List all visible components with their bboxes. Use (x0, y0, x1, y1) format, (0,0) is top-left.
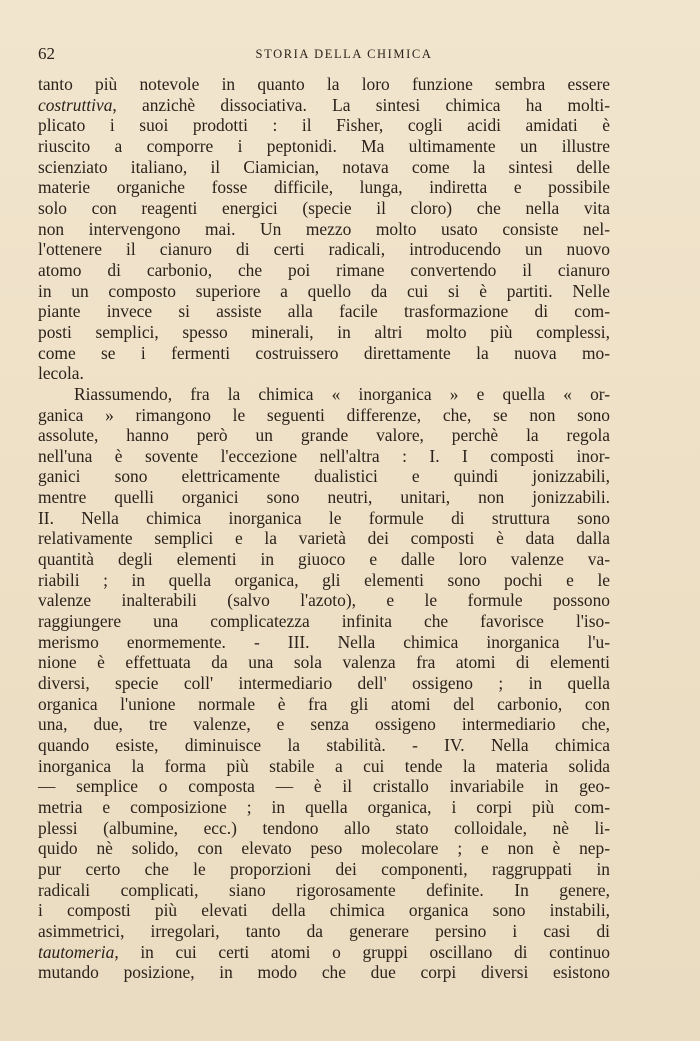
text-line: in un composto superiore a quello da cui si è partiti. Nelle (38, 280, 610, 301)
text-line: nione è effettuata da una sola valenza fra atomi di elementi (38, 652, 610, 673)
text-line: radicali complicati, siano rigorosamente definite. In genere, (38, 879, 610, 900)
text-line: scienziato italiano, il Ciamician, notava come la sintesi delle (38, 156, 610, 177)
text-line: mentre quelli organici sono neutri, unitari, non jonizzabili. (38, 487, 610, 508)
text-line (38, 95, 610, 116)
text-line: metria e composizione ; in quella organica, i corpi più com- (38, 796, 610, 817)
text-line: piante invece si assiste alla facile trasformazione di com- (38, 301, 610, 322)
text-line: plicato i suoi prodotti : il Fisher, cogli acidi amidati è (38, 115, 610, 136)
text-line: solo con reagenti energici (specie il cloro) che nella vita (38, 197, 610, 218)
text-line (38, 942, 610, 963)
text-line: l'ottenere il cianuro di certi radicali, introducendo un nuovo (38, 239, 610, 260)
text-line: quando esiste, diminuisce la stabilità. - IV. Nella chimica (38, 735, 610, 755)
running-title: STORIA DELLA CHIMICA (255, 47, 433, 61)
text-line: inorganica la forma più stabile a cui tende la materia solida (38, 755, 610, 776)
text-line: mutando posizione, in modo che due corpi diversi esistono (38, 962, 610, 983)
text-line: valenze inalterabili (salvo l'azoto), e le formule possono (38, 590, 610, 611)
italic-term: costruttiva (38, 94, 113, 115)
text-line: quido nè solido, con elevato peso molecolare ; e non è nep- (38, 838, 610, 859)
text-line: assolute, hanno però un grande valore, perchè la regola (38, 425, 610, 446)
text-line: nell'una è sovente l'eccezione nell'altra : I. I composti inor- (38, 445, 610, 466)
text-line: materie organiche fosse difficile, lunga, indiretta e possibile (38, 177, 610, 198)
text-line: posti semplici, spesso minerali, in altri molto più complessi, (38, 321, 610, 342)
text-line: i composti più elevati della chimica organica sono instabili, (38, 900, 610, 921)
text-line: ganici sono elettricamente dualistici e quindi jonizzabili, (38, 466, 610, 487)
text-line: atomo di carbonio, che poi rimane convertendo il cianuro (38, 259, 610, 280)
text-line: organica l'unione normale è fra gli atomi del carbonio, con (38, 693, 610, 714)
text-line: diversi, specie coll' intermediario dell' ossigeno ; in quella (38, 673, 610, 694)
italic-term: tautomeria (38, 941, 115, 962)
text-line: Riassumendo, fra la chimica « inorganica » e quella « or- (74, 383, 610, 404)
text-line: riabili ; in quella organica, gli elementi sono pochi e le (38, 569, 610, 590)
body-text (38, 74, 610, 983)
text-line: ganica » rimangono le seguenti differenze, che, se non sono (38, 404, 610, 425)
text-line: lecola. (38, 363, 84, 384)
text-line: merismo enormemente. - III. Nella chimica inorganica l'u- (38, 631, 610, 652)
page-header (38, 44, 650, 64)
text-line: quantità degli elementi in giuoco e dalle loro valenze va- (38, 549, 610, 570)
text-line: non intervengono mai. Un mezzo molto usato consiste nel- (38, 218, 610, 239)
text-line: relativamente semplici e la varietà dei composti è data dalla (38, 528, 610, 549)
text-segment: , anzichè dissociativa. La sintesi chimica ha molti- (112, 94, 610, 115)
text-line: pur certo che le proporzioni dei componenti, raggruppati in (38, 858, 610, 879)
text-segment: , in cui certi atomi o gruppi oscillano di continuo (114, 941, 610, 962)
text-line: asimmetrici, irregolari, tanto da generare persino i casi di (38, 920, 610, 941)
page-number: 62 (38, 44, 55, 63)
text-line: tanto più notevole in quanto la loro funzione sembra essere (38, 74, 610, 94)
text-line: — semplice o composta — è il cristallo invariabile in geo- (38, 776, 610, 797)
text-line: raggiungere una complicatezza infinita che favorisce l'iso- (38, 611, 610, 632)
text-line: riuscito a comporre i peptonidi. Ma ultimamente un illustre (38, 135, 610, 156)
text-line: II. Nella chimica inorganica le formule di struttura sono (38, 507, 610, 528)
text-line: come se i fermenti costruissero direttamente la nuova mo- (38, 342, 610, 363)
text-line: plessi (albumine, ecc.) tendono allo stato colloidale, nè li- (38, 817, 610, 838)
text-line: una, due, tre valenze, e senza ossigeno intermediario che, (38, 714, 610, 735)
